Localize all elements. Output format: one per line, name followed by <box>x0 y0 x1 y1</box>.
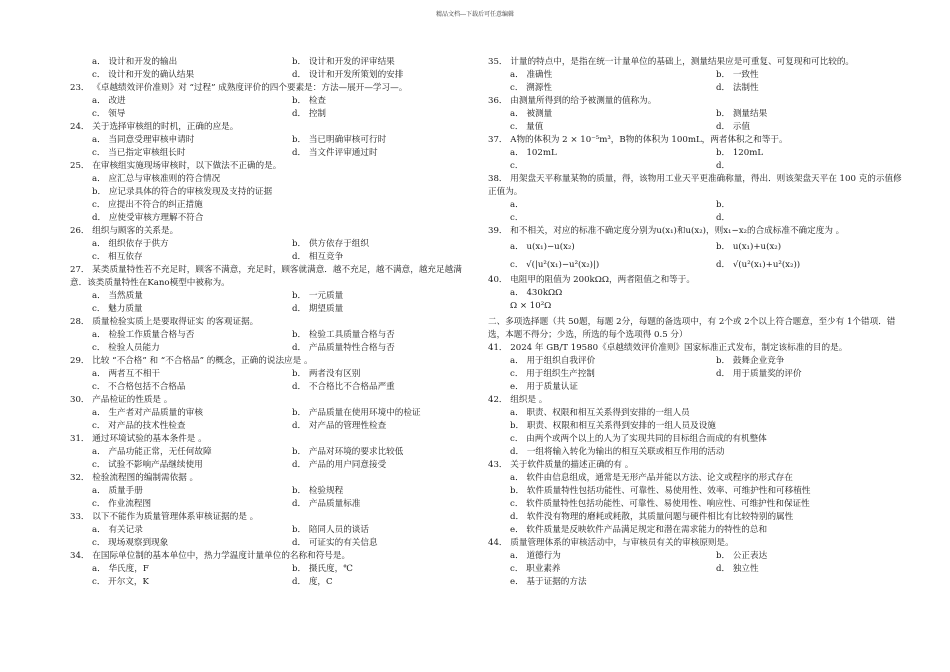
option-item: a． 102mL <box>510 148 557 158</box>
option-item: d． √(u²(x₁)+u²(x₂)) <box>716 260 801 270</box>
option-item: e． 软件质量是反映软件产品满足规定和潜在需求能力的特性的总和 <box>510 525 768 535</box>
option-row <box>70 303 475 316</box>
left-column <box>70 56 475 589</box>
option-row <box>488 563 903 576</box>
option-item: a． 设计和开发的输出 <box>92 57 178 67</box>
option-item: c． 设计和开发的确认结果 <box>92 70 195 80</box>
option-item: a． 软件由信息组成，通常是无形产品并能以方法、论文或程序的形式存在 <box>510 473 793 483</box>
option-item: b． 一致性 <box>716 70 759 80</box>
question-text: 44． 质量管理体系的审核活动中，与审核员有关的审核原则是。 <box>488 538 734 548</box>
option-item: Ω × 10²Ω <box>510 301 552 311</box>
option-row <box>488 121 903 134</box>
question-text: 42． 组织是 。 <box>488 395 548 405</box>
option-item: a． 被测量 <box>510 109 553 119</box>
option-row <box>488 82 903 95</box>
option-row <box>70 251 475 264</box>
question-text: 31． 通过环境试验的基本条件是 。 <box>70 434 207 444</box>
option-item: a． 检验工作质量合格与否 <box>92 330 195 340</box>
option-row <box>70 563 475 576</box>
option-item: a． u(x₁)−u(x₂) <box>510 242 575 252</box>
option-row <box>70 446 475 459</box>
option-row <box>488 160 903 173</box>
option-item: c． 魅力质量 <box>92 304 143 314</box>
option-row <box>70 576 475 589</box>
option-item: d． 不合格比不合格品严重 <box>292 382 395 392</box>
option-item: b． 软件质量特性包括功能性、可靠性、易使用性、效率、可维护性和可移植性 <box>510 486 811 496</box>
option-row <box>70 56 475 69</box>
question-text: 24． 关于选择审核组的时机，正确的应是。 <box>70 122 239 132</box>
option-row <box>70 290 475 303</box>
option-item: c． 用于组织生产控制 <box>510 369 595 379</box>
question-text: 27． 某类质量特性若不充足时，顾客不满意，充足时，顾客就满意．越不充足，越不满意，越充足越满意．该类质量特性在Kano模型中被称为。 <box>70 265 462 288</box>
option-row <box>70 329 475 342</box>
option-item: c． 领导 <box>92 109 126 119</box>
option-row <box>70 368 475 381</box>
question-text: 36． 由测量所得到的给予被测量的值称为。 <box>488 96 657 106</box>
page-header: 精品文档---下载后可任意编辑 <box>435 11 515 18</box>
option-item: c． <box>510 213 524 223</box>
option-item: a． 当然质量 <box>92 291 143 301</box>
option-row <box>70 108 475 121</box>
option-item: d． <box>716 213 731 223</box>
option-item: b． 测量结果 <box>716 109 768 119</box>
option-item: b． 120mL <box>716 148 764 158</box>
option-item: c． 由两个或两个以上的人为了实现共同的目标组合而成的有机整体 <box>510 434 767 444</box>
option-row <box>488 238 903 256</box>
option-item: a． 应汇总与审核准则的符合情况 <box>92 174 221 184</box>
option-item: b． u(x₁)+u(x₂) <box>716 242 782 252</box>
option-item: b． 设计和开发的评审结果 <box>292 57 395 67</box>
option-item: a． 当同意受理审核申请时 <box>92 135 195 145</box>
option-item: b． 陪同人员的谈话 <box>292 525 369 535</box>
option-item: b． 检验规程 <box>292 486 344 496</box>
option-item: c． 职业素养 <box>510 564 561 574</box>
option-item: b． 应记录具体的符合的审核发现及支持的证据 <box>92 187 273 197</box>
option-item: c． 溯源性 <box>510 83 552 93</box>
option-item: a． 产品功能正常，无任何故障 <box>92 447 212 457</box>
option-item: a． 有关记录 <box>92 525 143 535</box>
option-item: a． 两者互不相干 <box>92 369 161 379</box>
option-item: c． 量值 <box>510 122 544 132</box>
option-item: c． 软件质量特性包括功能性、可靠性、易使用性、响应性、可维护性和保证性 <box>510 499 810 509</box>
option-row <box>70 459 475 472</box>
option-row <box>488 256 903 274</box>
question-text: 二、多项选择题（共 50题，每题 2分，每题的备选项中，有 2个或 2个以上符合题意，至少有 1个错项．错选，本题不得分；少选，所选的每个选项得 0.5 分） <box>488 317 896 340</box>
option-row <box>70 238 475 251</box>
option-row <box>70 342 475 355</box>
option-item: b． 鼓舞企业竞争 <box>716 356 785 366</box>
option-item: d． 可证实的有关信息 <box>292 538 378 548</box>
option-row <box>488 355 903 368</box>
option-item: a． 430kΩΩ <box>510 288 563 298</box>
option-item: c． 作业流程图 <box>92 499 152 509</box>
option-item: b． 检验工具质量合格与否 <box>292 330 395 340</box>
option-item: c． 应提出不符合的纠正措施 <box>92 200 203 210</box>
option-item: c． 现场观察到现象 <box>92 538 169 548</box>
option-row <box>70 407 475 420</box>
option-item: d． 独立性 <box>716 564 759 574</box>
option-item: d． 度，C <box>292 577 333 587</box>
question-text: 29． 比较 “不合格” 和 “不合格品” 的概念，正确的说法应是 。 <box>70 356 313 366</box>
option-item: c． <box>510 161 524 171</box>
option-item: d． 产品质量特性合格与否 <box>292 343 395 353</box>
option-item: a． 改进 <box>92 96 126 106</box>
option-item: d． 法制性 <box>716 83 759 93</box>
option-item: c． 对产品的技术性检查 <box>92 421 186 431</box>
option-row <box>70 147 475 160</box>
option-item: b． 产品对环境的要求比较低 <box>292 447 404 457</box>
question-text: 38． 用架盘天平称量某物的质量，得，该物用工业天平更准确称量，得出．则该架盘天平在 100 克的示值修正值为。 <box>488 174 902 197</box>
option-row <box>70 134 475 147</box>
option-item: a． 华氏度，F <box>92 564 149 574</box>
option-item: a． 质量手册 <box>92 486 143 496</box>
option-row <box>488 212 903 225</box>
option-item: a． 准确性 <box>510 70 553 80</box>
option-item: c． 检验人员能力 <box>92 343 160 353</box>
option-row <box>488 550 903 563</box>
question-text: 39． 和不相关，对应的标准不确定度分别为u(x₁)和u(x₂)，则x₁−x₂的合成标准不确定度为 。 <box>488 226 845 236</box>
option-row <box>70 69 475 82</box>
option-item: a． 生产者对产品质量的审核 <box>92 408 203 418</box>
option-item: c． 试验不影响产品继续使用 <box>92 460 203 470</box>
option-row <box>70 537 475 550</box>
option-item: a． 道德行为 <box>510 551 561 561</box>
option-item: d． 软件没有物理的磨耗或耗散，其质量问题与硬件相比有比较特别的属性 <box>510 512 794 522</box>
option-item: d． 用于质量奖的评价 <box>716 369 802 379</box>
option-item: d． 示值 <box>716 122 751 132</box>
question-text: 25． 在审核组实施现场审核时，以下做法不正确的是。 <box>70 161 282 171</box>
option-item: d． 应使受审核方理解不符合 <box>92 213 204 223</box>
question-text: 43． 关于软件质量的描述正确的有 。 <box>488 460 634 470</box>
option-item: b． 公正表达 <box>716 551 768 561</box>
question-text: 37． A物的体积为 2 × 10⁻⁵m³，B物的体积为 100mL，两者体积之和等于。 <box>488 135 788 145</box>
right-column <box>488 56 903 589</box>
question-text: 35． 计量的特点中，是指在统一计量单位的基础上，测量结果应是可重复、可复现和可比较的。 <box>488 57 855 67</box>
option-item: c． 开尔文，K <box>92 577 149 587</box>
option-item: b． <box>716 200 731 210</box>
option-item: d． 相互竞争 <box>292 252 344 262</box>
option-item: b． 摄氏度，℃ <box>292 564 353 574</box>
option-item: d． 对产品的管理性检查 <box>292 421 387 431</box>
option-item: b． 产品质量在使用环境中的检证 <box>292 408 421 418</box>
question-text: 28． 质量检验实质上是要取得证实 的客观证据。 <box>70 317 259 327</box>
option-item: d． 期望质量 <box>292 304 344 314</box>
option-item: d． 产品质量标准 <box>292 499 361 509</box>
option-item: d． 当文件评审通过时 <box>292 148 378 158</box>
option-row <box>488 147 903 160</box>
option-item: c． 相互依存 <box>92 252 143 262</box>
question-text: 33． 以下不能作为质量管理体系审核证据的是 。 <box>70 512 259 522</box>
option-item: c． 当已指定审核组长时 <box>92 148 186 158</box>
question-text: 26． 组织与顾客的关系是。 <box>70 226 179 236</box>
question-text: 30． 产品检证的性质是 。 <box>70 395 173 405</box>
question-text: 34． 在国际单位制的基本单位中，热力学温度计量单位的名称和符号是。 <box>70 551 351 561</box>
option-item: e． 基于证据的方法 <box>510 577 587 587</box>
option-row <box>70 524 475 537</box>
option-row <box>70 420 475 433</box>
option-item: d． 控制 <box>292 109 327 119</box>
option-row <box>70 381 475 394</box>
option-item: b． 职责、权限和相互关系得到安排的一组人员及设施 <box>510 421 716 431</box>
option-row <box>70 95 475 108</box>
option-item: a． 用于组织自我评价 <box>510 356 596 366</box>
option-item: d． 产品的用户同意接受 <box>292 460 387 470</box>
option-row <box>70 498 475 511</box>
option-item: c． 不合格包括不合格品 <box>92 382 186 392</box>
option-row <box>488 368 903 381</box>
option-item: c． √(|u²(x₁)−u²(x₂)|) <box>510 260 600 270</box>
option-item: b． 检查 <box>292 96 327 106</box>
option-item: a． 组织依存于供方 <box>92 239 169 249</box>
option-item: b． 供方依存于组织 <box>292 239 369 249</box>
option-row <box>488 69 903 82</box>
option-row <box>488 199 903 212</box>
option-item: d． 一组将输入转化为输出的相互关联或相互作用的活动 <box>510 447 725 457</box>
option-item: b． 一元质量 <box>292 291 344 301</box>
option-item: b． 当已明确审核可行时 <box>292 135 387 145</box>
option-item: a． 职责、权限和相互关系得到安排的一组人员 <box>510 408 690 418</box>
option-row <box>488 108 903 121</box>
option-item: d． <box>716 161 731 171</box>
option-item: e． 用于质量认证 <box>510 382 578 392</box>
question-text: 23． 《卓越绩效评价准则》对 “过程” 成熟度评价的四个要素是：方法—展开—学习—。 <box>70 83 408 93</box>
question-text: 41． 2024 年 GB/T 19580《卓越绩效评价准则》国家标准正式发布，制定该标准的目的是。 <box>488 343 848 353</box>
option-item: b． 两者没有区别 <box>292 369 361 379</box>
option-item: a． <box>510 200 524 210</box>
question-text: 32． 检验流程图的编制需依据 。 <box>70 473 199 483</box>
option-item: d． 设计和开发所策划的安排 <box>292 70 404 80</box>
question-text: 40． 电阻甲的阻值为 200kΩΩ，两者阻值之和等于。 <box>488 275 695 285</box>
option-row <box>70 485 475 498</box>
